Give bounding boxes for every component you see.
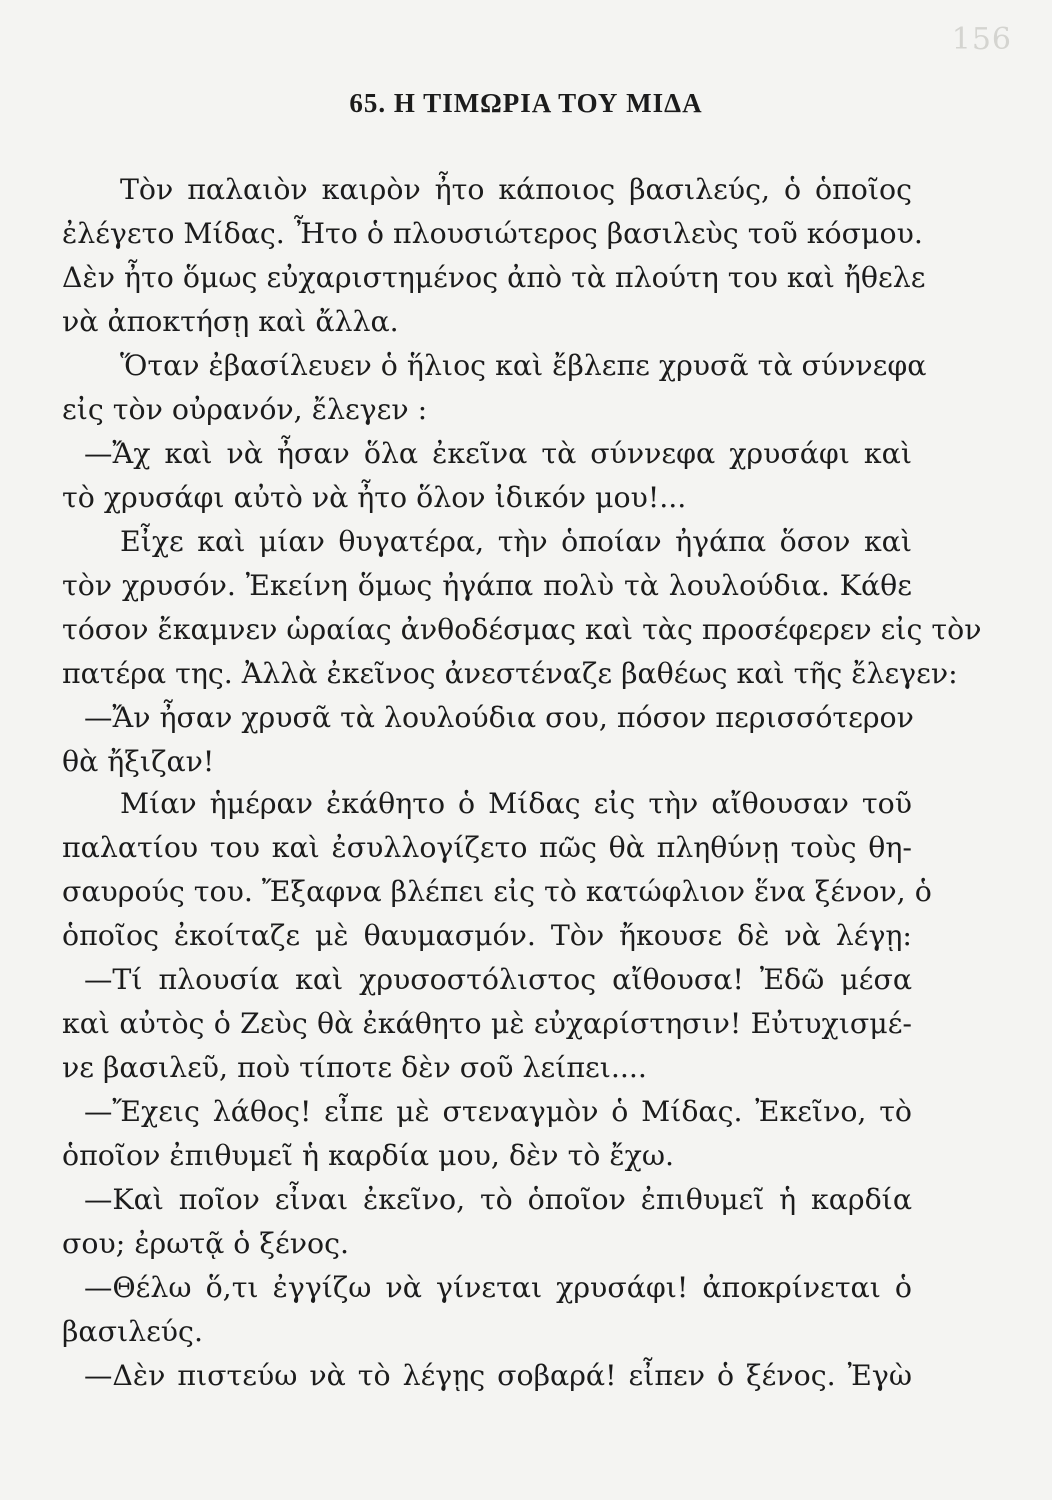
- text-line: —Ἔχεις λάθος! εἶπε μὲ στεναγμὸν ὁ Μίδας. Ἐκεῖνο, τὸ: [84, 1095, 912, 1128]
- text-line: τὸν χρυσόν. Ἐκείνη ὅμως ἠγάπα πολὺ τὰ λουλούδια. Κάθε: [62, 569, 912, 602]
- text-line: Δὲν ἦτο ὅμως εὐχαριστημένος ἀπὸ τὰ πλούτη του καὶ ἤθελε: [62, 261, 926, 294]
- text-line: σου; ἐρωτᾷ ὁ ξένος.: [62, 1227, 350, 1260]
- story-title: 65. Η ΤΙΜΩΡΙΑ ΤΟΥ ΜΙΔΑ: [349, 88, 703, 118]
- text-line: παλατίου του καὶ ἐσυλλογίζετο πῶς θὰ πληθύνῃ τοὺς θη-: [62, 831, 912, 864]
- text-line: εἰς τὸν οὐρανόν, ἔλεγεν :: [62, 393, 428, 426]
- text-line: πατέρα της. Ἀλλὰ ἐκεῖνος ἀνεστέναζε βαθέως καὶ τῆς ἔλεγεν:: [62, 657, 958, 690]
- text-line: Εἶχε καὶ μίαν θυγατέρα, τὴν ὁποίαν ἠγάπα ὅσον καὶ: [120, 525, 912, 558]
- text-line: ἐλέγετο Μίδας. Ἦτο ὁ πλουσιώτερος βασιλεὺς τοῦ κόσμου.: [62, 217, 923, 250]
- text-line: ὁποῖος ἐκοίταζε μὲ θαυμασμόν. Τὸν ἤκουσε δὲ νὰ λέγῃ:: [62, 919, 912, 952]
- text-line: —Τί πλουσία καὶ χρυσοστόλιστος αἴθουσα! Ἐδῶ μέσα: [84, 963, 912, 996]
- text-line: ὁποῖον ἐπιθυμεῖ ἡ καρδία μου, δὲν τὸ ἔχω.: [62, 1139, 675, 1172]
- text-line: σαυρούς του. Ἔξαφνα βλέπει εἰς τὸ κατώφλιον ἕνα ξένον, ὁ: [62, 875, 932, 908]
- text-line: Ὅταν ἐβασίλευεν ὁ ἥλιος καὶ ἔβλεπε χρυσᾶ τὰ σύννεφα: [120, 349, 927, 382]
- text-line: τόσον ἔκαμνεν ὡραίας ἀνθοδέσμας καὶ τὰς προσέφερεν εἰς τὸν: [62, 613, 982, 646]
- text-line: βασιλεύς.: [62, 1315, 203, 1348]
- text-line: —Καὶ ποῖον εἶναι ἐκεῖνο, τὸ ὁποῖον ἐπιθυμεῖ ἡ καρδία: [84, 1183, 912, 1216]
- text-line: θὰ ἤξιζαν!: [62, 745, 215, 778]
- text-line: —Δὲν πιστεύω νὰ τὸ λέγῃς σοβαρά! εἶπεν ὁ ξένος. Ἐγὼ: [84, 1359, 912, 1392]
- text-line: καὶ αὐτὸς ὁ Ζεὺς θὰ ἐκάθητο μὲ εὐχαρίστησιν! Εὐτυχισμέ-: [62, 1007, 912, 1040]
- text-line: Μίαν ἡμέραν ἐκάθητο ὁ Μίδας εἰς τὴν αἴθουσαν τοῦ: [120, 787, 912, 820]
- text-line: νε βασιλεῦ, ποὺ τίποτε δὲν σοῦ λείπει....: [62, 1051, 647, 1084]
- page-number: 156: [951, 22, 1012, 57]
- text-line: —Ἄν ἦσαν χρυσᾶ τὰ λουλούδια σου, πόσον περισσότερον: [84, 701, 914, 734]
- text-line: Τὸν παλαιὸν καιρὸν ἦτο κάποιος βασιλεύς, ὁ ὁποῖος: [120, 173, 912, 206]
- text-line: —Ἄχ καὶ νὰ ἦσαν ὅλα ἐκεῖνα τὰ σύννεφα χρυσάφι καὶ: [84, 437, 912, 470]
- story-text-part-2: [62, 782, 932, 1398]
- text-line: τὸ χρυσάφι αὐτὸ νὰ ἦτο ὅλον ἰδικόν μου!...: [62, 481, 687, 514]
- text-line: νὰ ἀποκτήσῃ καὶ ἄλλα.: [62, 305, 399, 338]
- story-text-part-1: [62, 168, 982, 784]
- text-line: —Θέλω ὅ,τι ἐγγίζω νὰ γίνεται χρυσάφι! ἀποκρίνεται ὁ: [84, 1271, 912, 1304]
